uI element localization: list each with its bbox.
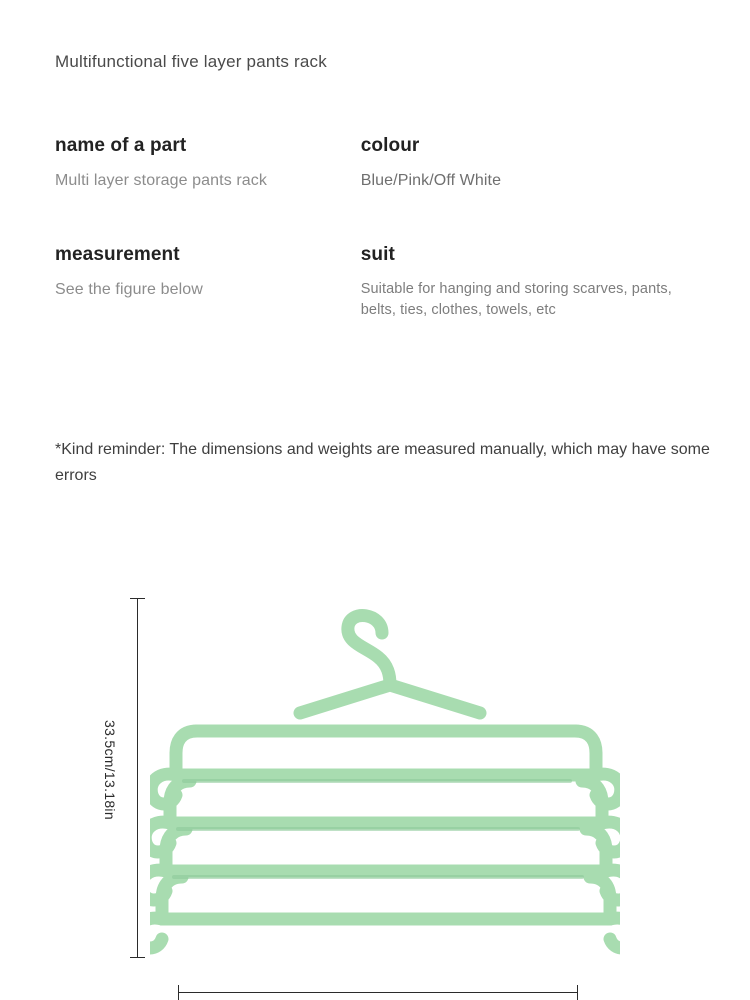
spec-label: name of a part bbox=[55, 135, 187, 156]
spec-cell-name bbox=[55, 135, 361, 192]
page-title: Multifunctional five layer pants rack bbox=[55, 52, 327, 71]
spec-value: Suitable for hanging and storing scarves, pants, belts, ties, clothes, towels, etc bbox=[360, 280, 672, 318]
kind-reminder-note: *Kind reminder: The dimensions and weights are measured manually, which may have some errors bbox=[55, 441, 710, 484]
width-dimension-line bbox=[178, 992, 578, 993]
spec-row bbox=[55, 135, 715, 192]
spec-value: Blue/Pink/Off White bbox=[360, 172, 502, 189]
spec-cell-colour bbox=[361, 135, 715, 192]
spec-value: Multi layer storage pants rack bbox=[55, 172, 267, 189]
height-dimension-label: 33.5cm/13.18in bbox=[102, 720, 118, 820]
spec-table bbox=[55, 135, 715, 373]
spec-cell-measurement bbox=[55, 244, 361, 321]
spec-row bbox=[55, 244, 715, 321]
spec-label: colour bbox=[360, 135, 420, 156]
height-dimension-line bbox=[137, 598, 138, 958]
spec-cell-suit bbox=[361, 244, 715, 321]
product-figure bbox=[0, 560, 750, 1000]
pants-rack-illustration bbox=[150, 585, 620, 985]
spec-value: See the figure below bbox=[55, 280, 203, 298]
spec-label: suit bbox=[360, 243, 395, 265]
spec-label: measurement bbox=[55, 243, 180, 265]
